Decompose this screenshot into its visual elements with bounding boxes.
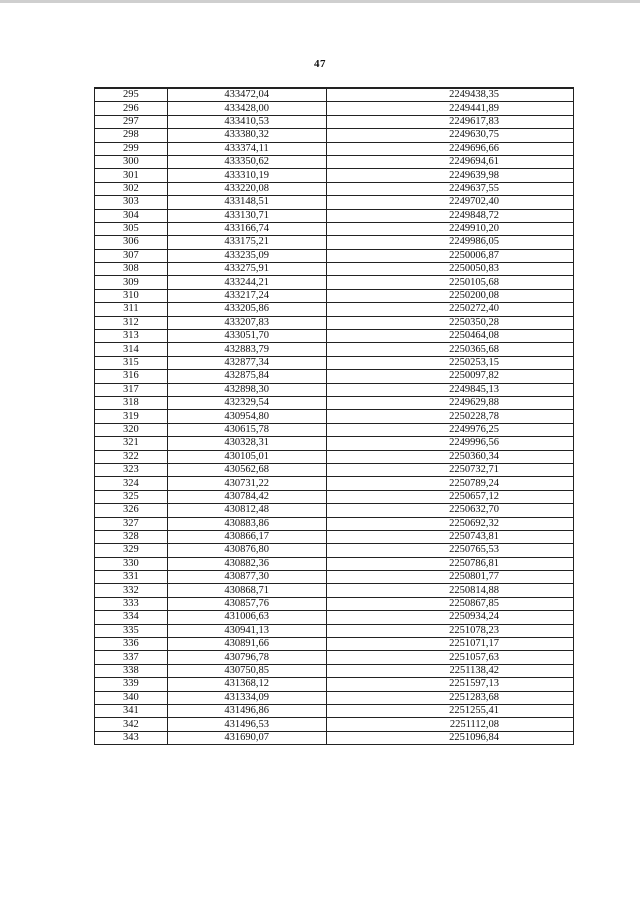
- x-coordinate-cell: 430868,71: [167, 584, 326, 597]
- point-number-cell: 306: [95, 236, 168, 249]
- y-coordinate-cell: 2249910,20: [326, 222, 573, 235]
- point-number-cell: 317: [95, 383, 168, 396]
- y-coordinate-cell: 2250657,12: [326, 490, 573, 503]
- y-coordinate-cell: 2249848,72: [326, 209, 573, 222]
- table-row: [95, 718, 574, 731]
- table-row: [95, 303, 574, 316]
- y-coordinate-cell: 2250350,28: [326, 316, 573, 329]
- x-coordinate-cell: 430882,36: [167, 557, 326, 570]
- x-coordinate-cell: 430615,78: [167, 423, 326, 436]
- x-coordinate-cell: 433244,21: [167, 276, 326, 289]
- y-coordinate-cell: 2250097,82: [326, 370, 573, 383]
- y-coordinate-cell: 2249438,35: [326, 88, 573, 102]
- y-coordinate-cell: 2249639,98: [326, 169, 573, 182]
- point-number-cell: 324: [95, 477, 168, 490]
- x-coordinate-cell: 433374,11: [167, 142, 326, 155]
- point-number-cell: 328: [95, 530, 168, 543]
- table-row: [95, 182, 574, 195]
- table-row: [95, 437, 574, 450]
- table-row: [95, 544, 574, 557]
- y-coordinate-cell: 2250814,88: [326, 584, 573, 597]
- table-row: [95, 155, 574, 168]
- y-coordinate-cell: 2250006,87: [326, 249, 573, 262]
- x-coordinate-cell: 433205,86: [167, 303, 326, 316]
- y-coordinate-cell: 2249630,75: [326, 129, 573, 142]
- point-number-cell: 333: [95, 597, 168, 610]
- y-coordinate-cell: 2250228,78: [326, 410, 573, 423]
- y-coordinate-cell: 2250200,08: [326, 289, 573, 302]
- scan-top-edge: [0, 0, 640, 3]
- y-coordinate-cell: 2251057,63: [326, 651, 573, 664]
- table-row: [95, 289, 574, 302]
- point-number-cell: 343: [95, 731, 168, 744]
- y-coordinate-cell: 2250632,70: [326, 504, 573, 517]
- x-coordinate-cell: 430328,31: [167, 437, 326, 450]
- point-number-cell: 313: [95, 330, 168, 343]
- x-coordinate-cell: 430883,86: [167, 517, 326, 530]
- y-coordinate-cell: 2250253,15: [326, 356, 573, 369]
- y-coordinate-cell: 2249996,56: [326, 437, 573, 450]
- x-coordinate-cell: 430954,80: [167, 410, 326, 423]
- point-number-cell: 321: [95, 437, 168, 450]
- point-number-cell: 295: [95, 88, 168, 102]
- y-coordinate-cell: 2249617,83: [326, 115, 573, 128]
- point-number-cell: 338: [95, 664, 168, 677]
- point-number-cell: 339: [95, 678, 168, 691]
- point-number-cell: 309: [95, 276, 168, 289]
- y-coordinate-cell: 2250934,24: [326, 611, 573, 624]
- table-row: [95, 678, 574, 691]
- point-number-cell: 301: [95, 169, 168, 182]
- point-number-cell: 316: [95, 370, 168, 383]
- x-coordinate-cell: 433350,62: [167, 155, 326, 168]
- table-row: [95, 651, 574, 664]
- table-row: [95, 276, 574, 289]
- y-coordinate-cell: 2251078,23: [326, 624, 573, 637]
- y-coordinate-cell: 2250786,81: [326, 557, 573, 570]
- y-coordinate-cell: 2250765,53: [326, 544, 573, 557]
- point-number-cell: 323: [95, 463, 168, 476]
- y-coordinate-cell: 2249629,88: [326, 396, 573, 409]
- y-coordinate-cell: 2250105,68: [326, 276, 573, 289]
- x-coordinate-cell: 433428,00: [167, 102, 326, 115]
- point-number-cell: 297: [95, 115, 168, 128]
- point-number-cell: 296: [95, 102, 168, 115]
- x-coordinate-cell: 433207,83: [167, 316, 326, 329]
- x-coordinate-cell: 430891,66: [167, 638, 326, 651]
- y-coordinate-cell: 2251138,42: [326, 664, 573, 677]
- table-row: [95, 423, 574, 436]
- table-row: [95, 597, 574, 610]
- y-coordinate-cell: 2250801,77: [326, 571, 573, 584]
- table-row: [95, 330, 574, 343]
- table-row: [95, 624, 574, 637]
- x-coordinate-cell: 433166,74: [167, 222, 326, 235]
- point-number-cell: 318: [95, 396, 168, 409]
- x-coordinate-cell: 433310,19: [167, 169, 326, 182]
- table-row: [95, 731, 574, 744]
- table-row: [95, 517, 574, 530]
- x-coordinate-cell: 432329,54: [167, 396, 326, 409]
- x-coordinate-cell: 433148,51: [167, 196, 326, 209]
- x-coordinate-cell: 433175,21: [167, 236, 326, 249]
- table-row: [95, 396, 574, 409]
- table-row: [95, 410, 574, 423]
- x-coordinate-cell: 433472,04: [167, 88, 326, 102]
- y-coordinate-cell: 2250789,24: [326, 477, 573, 490]
- x-coordinate-cell: 430857,76: [167, 597, 326, 610]
- y-coordinate-cell: 2250692,32: [326, 517, 573, 530]
- x-coordinate-cell: 433130,71: [167, 209, 326, 222]
- table-row: [95, 88, 574, 102]
- x-coordinate-cell: 431690,07: [167, 731, 326, 744]
- table-row: [95, 611, 574, 624]
- point-number-cell: 319: [95, 410, 168, 423]
- page-number: 47: [314, 58, 326, 70]
- y-coordinate-cell: 2250743,81: [326, 530, 573, 543]
- table-row: [95, 571, 574, 584]
- table-row: [95, 222, 574, 235]
- table-row: [95, 236, 574, 249]
- y-coordinate-cell: 2250050,83: [326, 263, 573, 276]
- y-coordinate-cell: 2251283,68: [326, 691, 573, 704]
- point-number-cell: 335: [95, 624, 168, 637]
- point-number-cell: 341: [95, 704, 168, 717]
- point-number-cell: 307: [95, 249, 168, 262]
- x-coordinate-cell: 431334,09: [167, 691, 326, 704]
- table-row: [95, 209, 574, 222]
- table-row: [95, 169, 574, 182]
- point-number-cell: 325: [95, 490, 168, 503]
- point-number-cell: 331: [95, 571, 168, 584]
- point-number-cell: 298: [95, 129, 168, 142]
- point-number-cell: 315: [95, 356, 168, 369]
- point-number-cell: 336: [95, 638, 168, 651]
- y-coordinate-cell: 2250867,85: [326, 597, 573, 610]
- x-coordinate-cell: 430812,48: [167, 504, 326, 517]
- point-number-cell: 327: [95, 517, 168, 530]
- x-coordinate-cell: 433275,91: [167, 263, 326, 276]
- point-number-cell: 311: [95, 303, 168, 316]
- table-row: [95, 370, 574, 383]
- table-row: [95, 704, 574, 717]
- point-number-cell: 334: [95, 611, 168, 624]
- x-coordinate-cell: 431496,86: [167, 704, 326, 717]
- x-coordinate-cell: 433410,53: [167, 115, 326, 128]
- y-coordinate-cell: 2249441,89: [326, 102, 573, 115]
- point-number-cell: 302: [95, 182, 168, 195]
- point-number-cell: 322: [95, 450, 168, 463]
- x-coordinate-cell: 432875,84: [167, 370, 326, 383]
- table-row: [95, 343, 574, 356]
- y-coordinate-cell: 2250464,08: [326, 330, 573, 343]
- x-coordinate-cell: 430784,42: [167, 490, 326, 503]
- y-coordinate-cell: 2249637,55: [326, 182, 573, 195]
- point-number-cell: 305: [95, 222, 168, 235]
- table-row: [95, 383, 574, 396]
- x-coordinate-cell: 431496,53: [167, 718, 326, 731]
- table-row: [95, 463, 574, 476]
- point-number-cell: 308: [95, 263, 168, 276]
- point-number-cell: 303: [95, 196, 168, 209]
- point-number-cell: 329: [95, 544, 168, 557]
- table-row: [95, 504, 574, 517]
- x-coordinate-cell: 430876,80: [167, 544, 326, 557]
- point-number-cell: 332: [95, 584, 168, 597]
- point-number-cell: 299: [95, 142, 168, 155]
- x-coordinate-cell: 432877,34: [167, 356, 326, 369]
- point-number-cell: 330: [95, 557, 168, 570]
- x-coordinate-cell: 430941,13: [167, 624, 326, 637]
- x-coordinate-cell: 430562,68: [167, 463, 326, 476]
- y-coordinate-cell: 2251096,84: [326, 731, 573, 744]
- y-coordinate-cell: 2250360,34: [326, 450, 573, 463]
- table-row: [95, 490, 574, 503]
- point-number-cell: 340: [95, 691, 168, 704]
- table-row: [95, 196, 574, 209]
- coordinates-table-body: [95, 88, 574, 745]
- x-coordinate-cell: 432898,30: [167, 383, 326, 396]
- x-coordinate-cell: 431368,12: [167, 678, 326, 691]
- table-row: [95, 530, 574, 543]
- x-coordinate-cell: 430750,85: [167, 664, 326, 677]
- point-number-cell: 300: [95, 155, 168, 168]
- y-coordinate-cell: 2249976,25: [326, 423, 573, 436]
- y-coordinate-cell: 2249694,61: [326, 155, 573, 168]
- y-coordinate-cell: 2249702,40: [326, 196, 573, 209]
- table-row: [95, 638, 574, 651]
- table-row: [95, 115, 574, 128]
- x-coordinate-cell: 433220,08: [167, 182, 326, 195]
- table-row: [95, 584, 574, 597]
- point-number-cell: 310: [95, 289, 168, 302]
- point-number-cell: 314: [95, 343, 168, 356]
- point-number-cell: 304: [95, 209, 168, 222]
- table-row: [95, 249, 574, 262]
- table-row: [95, 450, 574, 463]
- table-row: [95, 102, 574, 115]
- table-row: [95, 477, 574, 490]
- point-number-cell: 320: [95, 423, 168, 436]
- x-coordinate-cell: 430877,30: [167, 571, 326, 584]
- table-row: [95, 691, 574, 704]
- y-coordinate-cell: 2251597,13: [326, 678, 573, 691]
- table-row: [95, 664, 574, 677]
- y-coordinate-cell: 2250272,40: [326, 303, 573, 316]
- x-coordinate-cell: 430105,01: [167, 450, 326, 463]
- table-row: [95, 557, 574, 570]
- x-coordinate-cell: 430731,22: [167, 477, 326, 490]
- point-number-cell: 326: [95, 504, 168, 517]
- table-row: [95, 263, 574, 276]
- x-coordinate-cell: 430796,78: [167, 651, 326, 664]
- table-row: [95, 316, 574, 329]
- x-coordinate-cell: 431006,63: [167, 611, 326, 624]
- y-coordinate-cell: 2249986,05: [326, 236, 573, 249]
- y-coordinate-cell: 2250732,71: [326, 463, 573, 476]
- y-coordinate-cell: 2251112,08: [326, 718, 573, 731]
- x-coordinate-cell: 433380,32: [167, 129, 326, 142]
- x-coordinate-cell: 433235,09: [167, 249, 326, 262]
- x-coordinate-cell: 432883,79: [167, 343, 326, 356]
- y-coordinate-cell: 2251255,41: [326, 704, 573, 717]
- x-coordinate-cell: 433217,24: [167, 289, 326, 302]
- coordinates-table: [94, 87, 574, 745]
- point-number-cell: 342: [95, 718, 168, 731]
- y-coordinate-cell: 2249845,13: [326, 383, 573, 396]
- y-coordinate-cell: 2251071,17: [326, 638, 573, 651]
- table-row: [95, 356, 574, 369]
- x-coordinate-cell: 430866,17: [167, 530, 326, 543]
- table-row: [95, 142, 574, 155]
- y-coordinate-cell: 2250365,68: [326, 343, 573, 356]
- point-number-cell: 312: [95, 316, 168, 329]
- x-coordinate-cell: 433051,70: [167, 330, 326, 343]
- y-coordinate-cell: 2249696,66: [326, 142, 573, 155]
- table-row: [95, 129, 574, 142]
- point-number-cell: 337: [95, 651, 168, 664]
